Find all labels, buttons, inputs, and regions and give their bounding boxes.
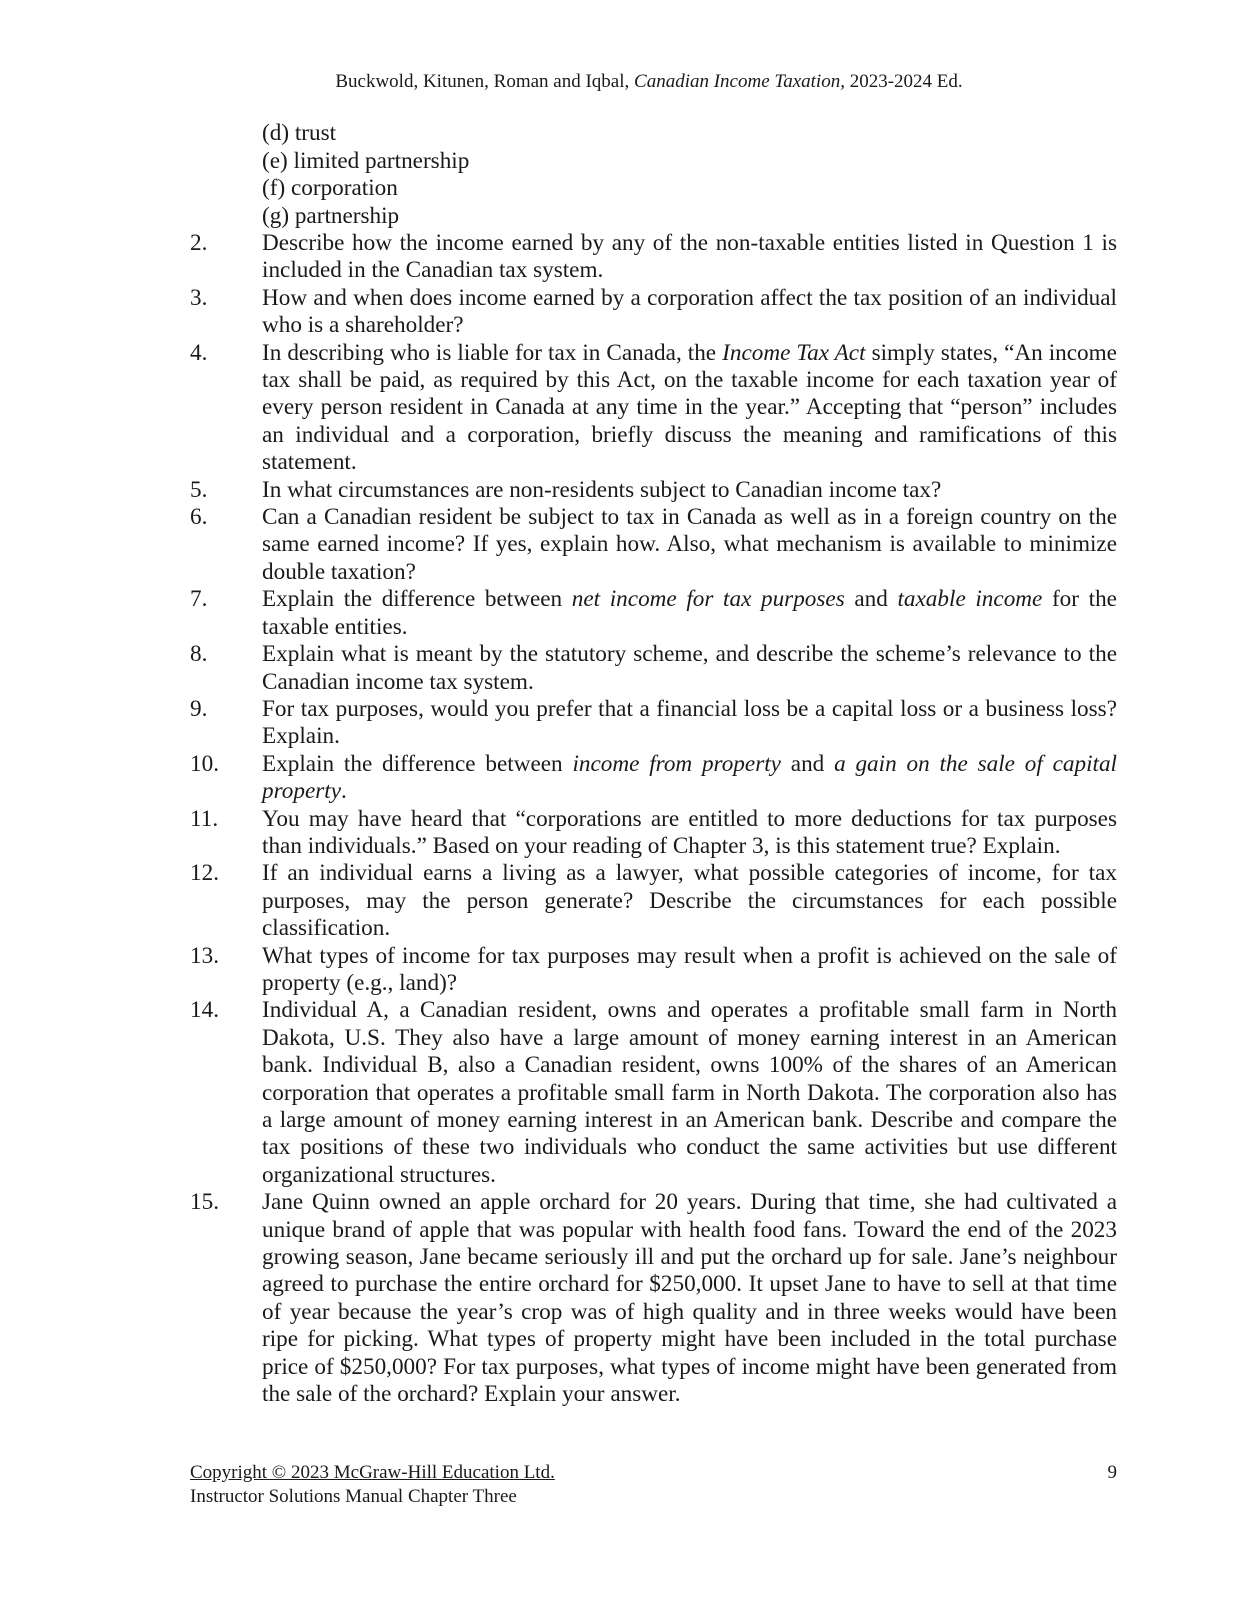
page-number: 9	[1107, 1462, 1117, 1483]
question-text: In what circumstances are non-residents subject to Canadian income tax?	[262, 476, 942, 503]
sub-item-e: (e) limited partnership	[262, 147, 470, 174]
question-text: Individual A, a Canadian resident, owns and operates a profitable small farm in North Dakota, U.S. They also have a large amount of money earning interest in an American bank. Individual B, also a Canadian resident, owns 100% of the shares of an American corporation that operates a profitable small farm in North Dakota. The corporation also has a large amount of money earning interest in an American bank. Describe and compare the tax positions of these two individuals who conduct the same activities but use different organizational structures.	[262, 997, 1117, 1188]
text-run: In describing who is liable for tax in Canada, the	[262, 339, 723, 366]
text-run: .	[341, 778, 347, 805]
header-edition: 2023-2024 Ed.	[844, 71, 963, 92]
question-number: 4.	[190, 339, 208, 366]
sub-item-d: (d) trust	[262, 120, 337, 146]
sub-item-g: (g) partnership	[262, 202, 400, 229]
question-number: 11.	[190, 805, 219, 832]
question-12	[190, 860, 1117, 942]
sub-item-f: (f) corporation	[262, 175, 398, 201]
question-number: 8.	[190, 641, 208, 668]
copyright-notice: Copyright © 2023 McGraw-Hill Education Ltd.	[190, 1462, 555, 1483]
question-number: 7.	[190, 586, 208, 613]
question-10	[190, 751, 1117, 806]
question-6	[190, 504, 1117, 586]
question-text: Describe how the income earned by any of the non-taxable entities listed in Question 1 is included in the Canadian tax system.	[262, 230, 1117, 284]
question-number: 2.	[190, 230, 208, 256]
question-14	[190, 997, 1117, 1189]
question-list	[190, 120, 1117, 1408]
question-text: Jane Quinn owned an apple orchard for 20 years. During that time, she had cultivated a unique brand of apple that was popular with health food fans. Toward the end of the 2023 growing season, Jane became seriously ill and put the orchard up for sale. Jane’s neighbour agreed to purchase the entire orchard for $250,000. It upset Jane to have to sell at that time of year because the year’s crop was of high quality and in three weeks would have been ripe for picking. What types of property might have been included in the total purchase price of $250,000? For tax purposes, what types of income might have been generated from the sale of the orchard? Explain your answer.	[262, 1189, 1117, 1408]
question-number: 3.	[190, 284, 208, 311]
question-text: Explain what is meant by the statutory scheme, and describe the scheme’s relevance to the Canadian income tax system.	[262, 641, 1117, 695]
question-8	[190, 641, 1117, 696]
text-run: for the taxable entities.	[262, 586, 1117, 640]
question-text: For tax purposes, would you prefer that a financial loss be a capital loss or a business loss? Explain.	[262, 695, 1117, 750]
manual-title: Instructor Solutions Manual Chapter Three	[190, 1486, 517, 1507]
question-number: 5.	[190, 476, 208, 503]
question-text: You may have heard that “corporations are entitled to more deductions for tax purposes than individuals.” Based on your reading of Chapter 3, is this statement true? Explain.	[262, 805, 1117, 859]
question-15	[190, 1189, 1117, 1408]
question-text	[262, 751, 1117, 806]
header-authors: Buckwold, Kitunen, Roman and Iqbal,	[335, 71, 635, 92]
question-number: 13.	[190, 942, 219, 969]
running-header	[0, 70, 1236, 94]
question-text	[262, 586, 1117, 641]
question-text: What types of income for tax purposes may result when a profit is achieved on the sale of property (e.g., land)?	[262, 942, 1117, 996]
header-book-title: Canadian Income Taxation,	[634, 71, 845, 92]
question-5	[190, 477, 1117, 504]
question-11	[190, 806, 1117, 861]
italic-term: income from property	[572, 750, 781, 777]
question-2	[190, 230, 1117, 285]
italic-term: net income for tax purposes	[571, 586, 845, 613]
question-text: If an individual earns a living as a lawyer, what possible categories of income, for tax purposes, may the person generate? Describe the circumstances for each possible classification.	[262, 860, 1117, 942]
italic-act-title: Income Tax Act	[722, 339, 866, 366]
text-run: and	[844, 586, 898, 613]
question-13	[190, 943, 1117, 998]
question-number: 6.	[190, 504, 208, 531]
question-7	[190, 586, 1117, 641]
question-9	[190, 696, 1117, 751]
text-run: Explain the difference between	[262, 750, 573, 777]
text-run: simply states, “An income tax shall be paid, as required by this Act, on the taxable income for each taxation year of every person resident in Canada at any time in the year.” Accepting that “person” includes an individual and a corporation, briefly discuss the meaning and ramifications of this statement.	[262, 339, 1117, 476]
text-run: and	[780, 750, 835, 777]
question-number: 12.	[190, 860, 219, 887]
italic-term: taxable income	[897, 586, 1043, 613]
question-3	[190, 285, 1117, 340]
question-text: Can a Canadian resident be subject to tax in Canada as well as in a foreign country on the same earned income? If yes, explain how. Also, what mechanism is available to minimize double taxation?	[262, 504, 1117, 585]
question-number: 14.	[190, 997, 219, 1024]
question-text: How and when does income earned by a corporation affect the tax position of an individual who is a shareholder?	[262, 284, 1117, 339]
page-footer	[190, 1461, 1117, 1509]
question-text	[262, 340, 1117, 477]
italic-term: a gain on the sale of capital property	[262, 750, 1117, 805]
question-number: 9.	[190, 695, 208, 722]
question-number: 15.	[190, 1189, 219, 1216]
question-number: 10.	[190, 750, 219, 777]
question-4	[190, 340, 1117, 477]
text-run: Explain the difference between	[262, 586, 572, 613]
